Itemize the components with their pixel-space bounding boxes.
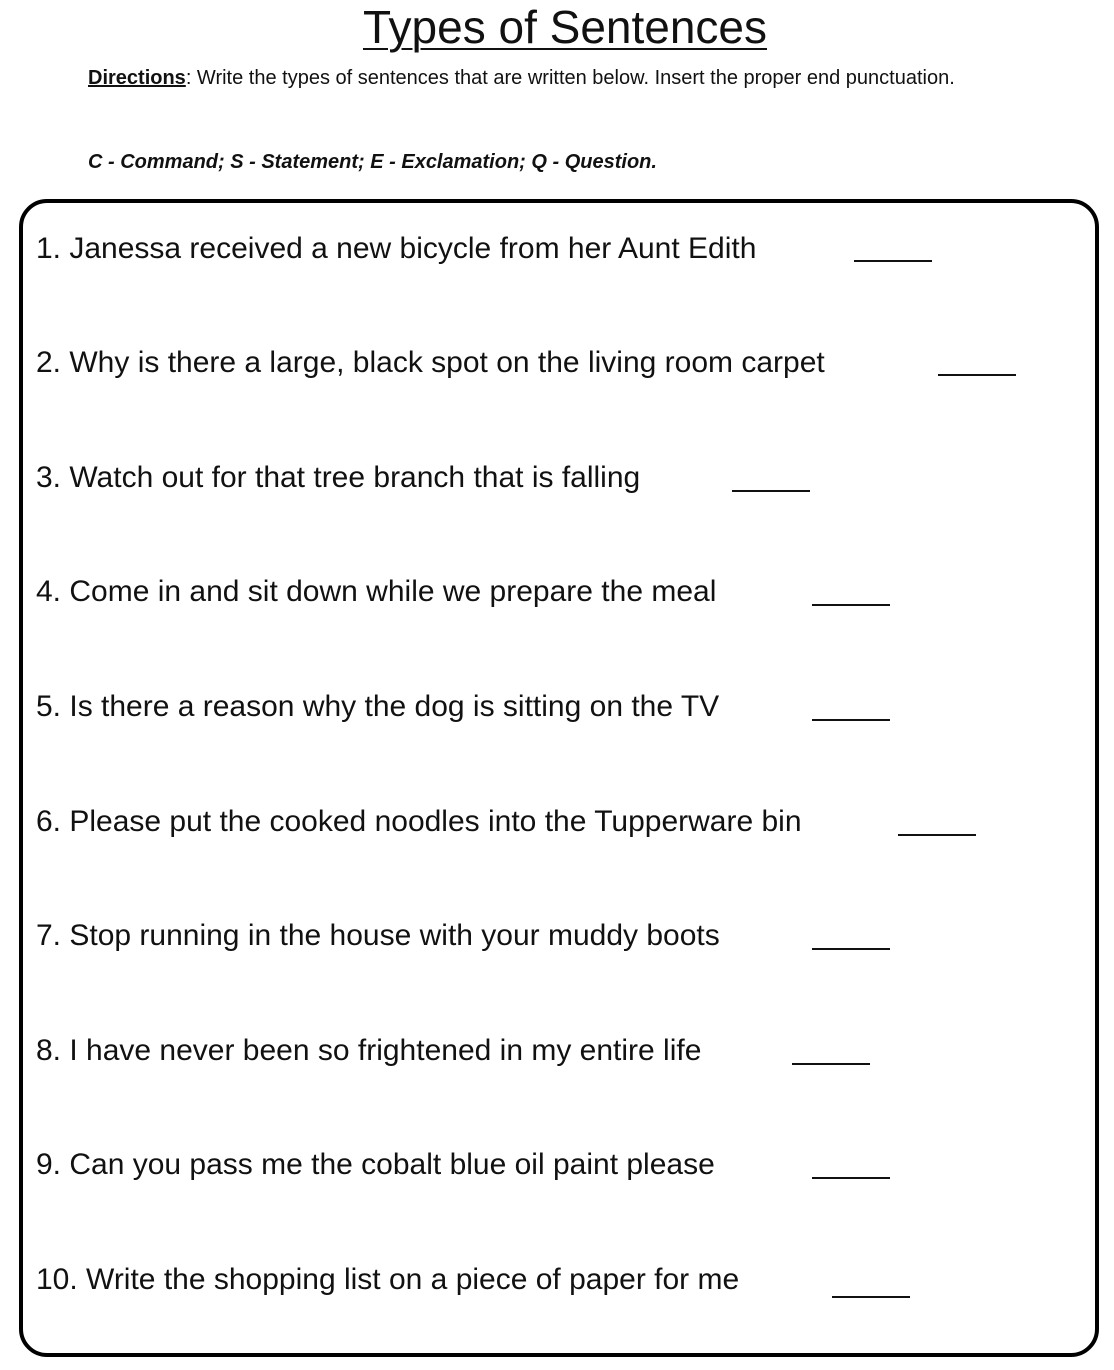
answer-blank-1[interactable] (854, 260, 932, 262)
sentence-3: 3. Watch out for that tree branch that is falling (36, 461, 641, 494)
sentence-7: 7. Stop running in the house with your muddy boots (36, 919, 720, 952)
answer-blank-9[interactable] (812, 1177, 890, 1179)
answer-blank-10[interactable] (832, 1296, 910, 1298)
answer-blank-5[interactable] (812, 719, 890, 721)
directions-label: Directions (88, 67, 186, 89)
answer-blank-8[interactable] (792, 1063, 870, 1065)
sentence-4: 4. Come in and sit down while we prepare the meal (36, 575, 717, 608)
answer-blank-6[interactable] (898, 834, 976, 836)
answer-key-legend: C - Command; S - Statement; E - Exclamation; Q - Question. (88, 151, 657, 173)
sentence-10: 10. Write the shopping list on a piece of paper for me (36, 1263, 740, 1296)
sentence-8: 8. I have never been so frightened in my entire life (36, 1034, 702, 1067)
answer-blank-3[interactable] (732, 490, 810, 492)
sentence-5: 5. Is there a reason why the dog is sitting on the TV (36, 690, 720, 723)
answer-blank-2[interactable] (938, 374, 1016, 376)
directions (88, 64, 988, 93)
page-title: Types of Sentences (362, 1, 768, 53)
directions-text: : Write the types of sentences that are written below. Insert the proper end punctuation. (185, 67, 955, 89)
sentence-2: 2. Why is there a large, black spot on the living room carpet (36, 346, 825, 379)
sentence-1: 1. Janessa received a new bicycle from her Aunt Edith (36, 232, 757, 265)
sentence-9: 9. Can you pass me the cobalt blue oil paint please (36, 1148, 715, 1181)
sentence-6: 6. Please put the cooked noodles into the Tupperware bin (36, 805, 802, 838)
answer-blank-7[interactable] (812, 948, 890, 950)
answer-blank-4[interactable] (812, 604, 890, 606)
